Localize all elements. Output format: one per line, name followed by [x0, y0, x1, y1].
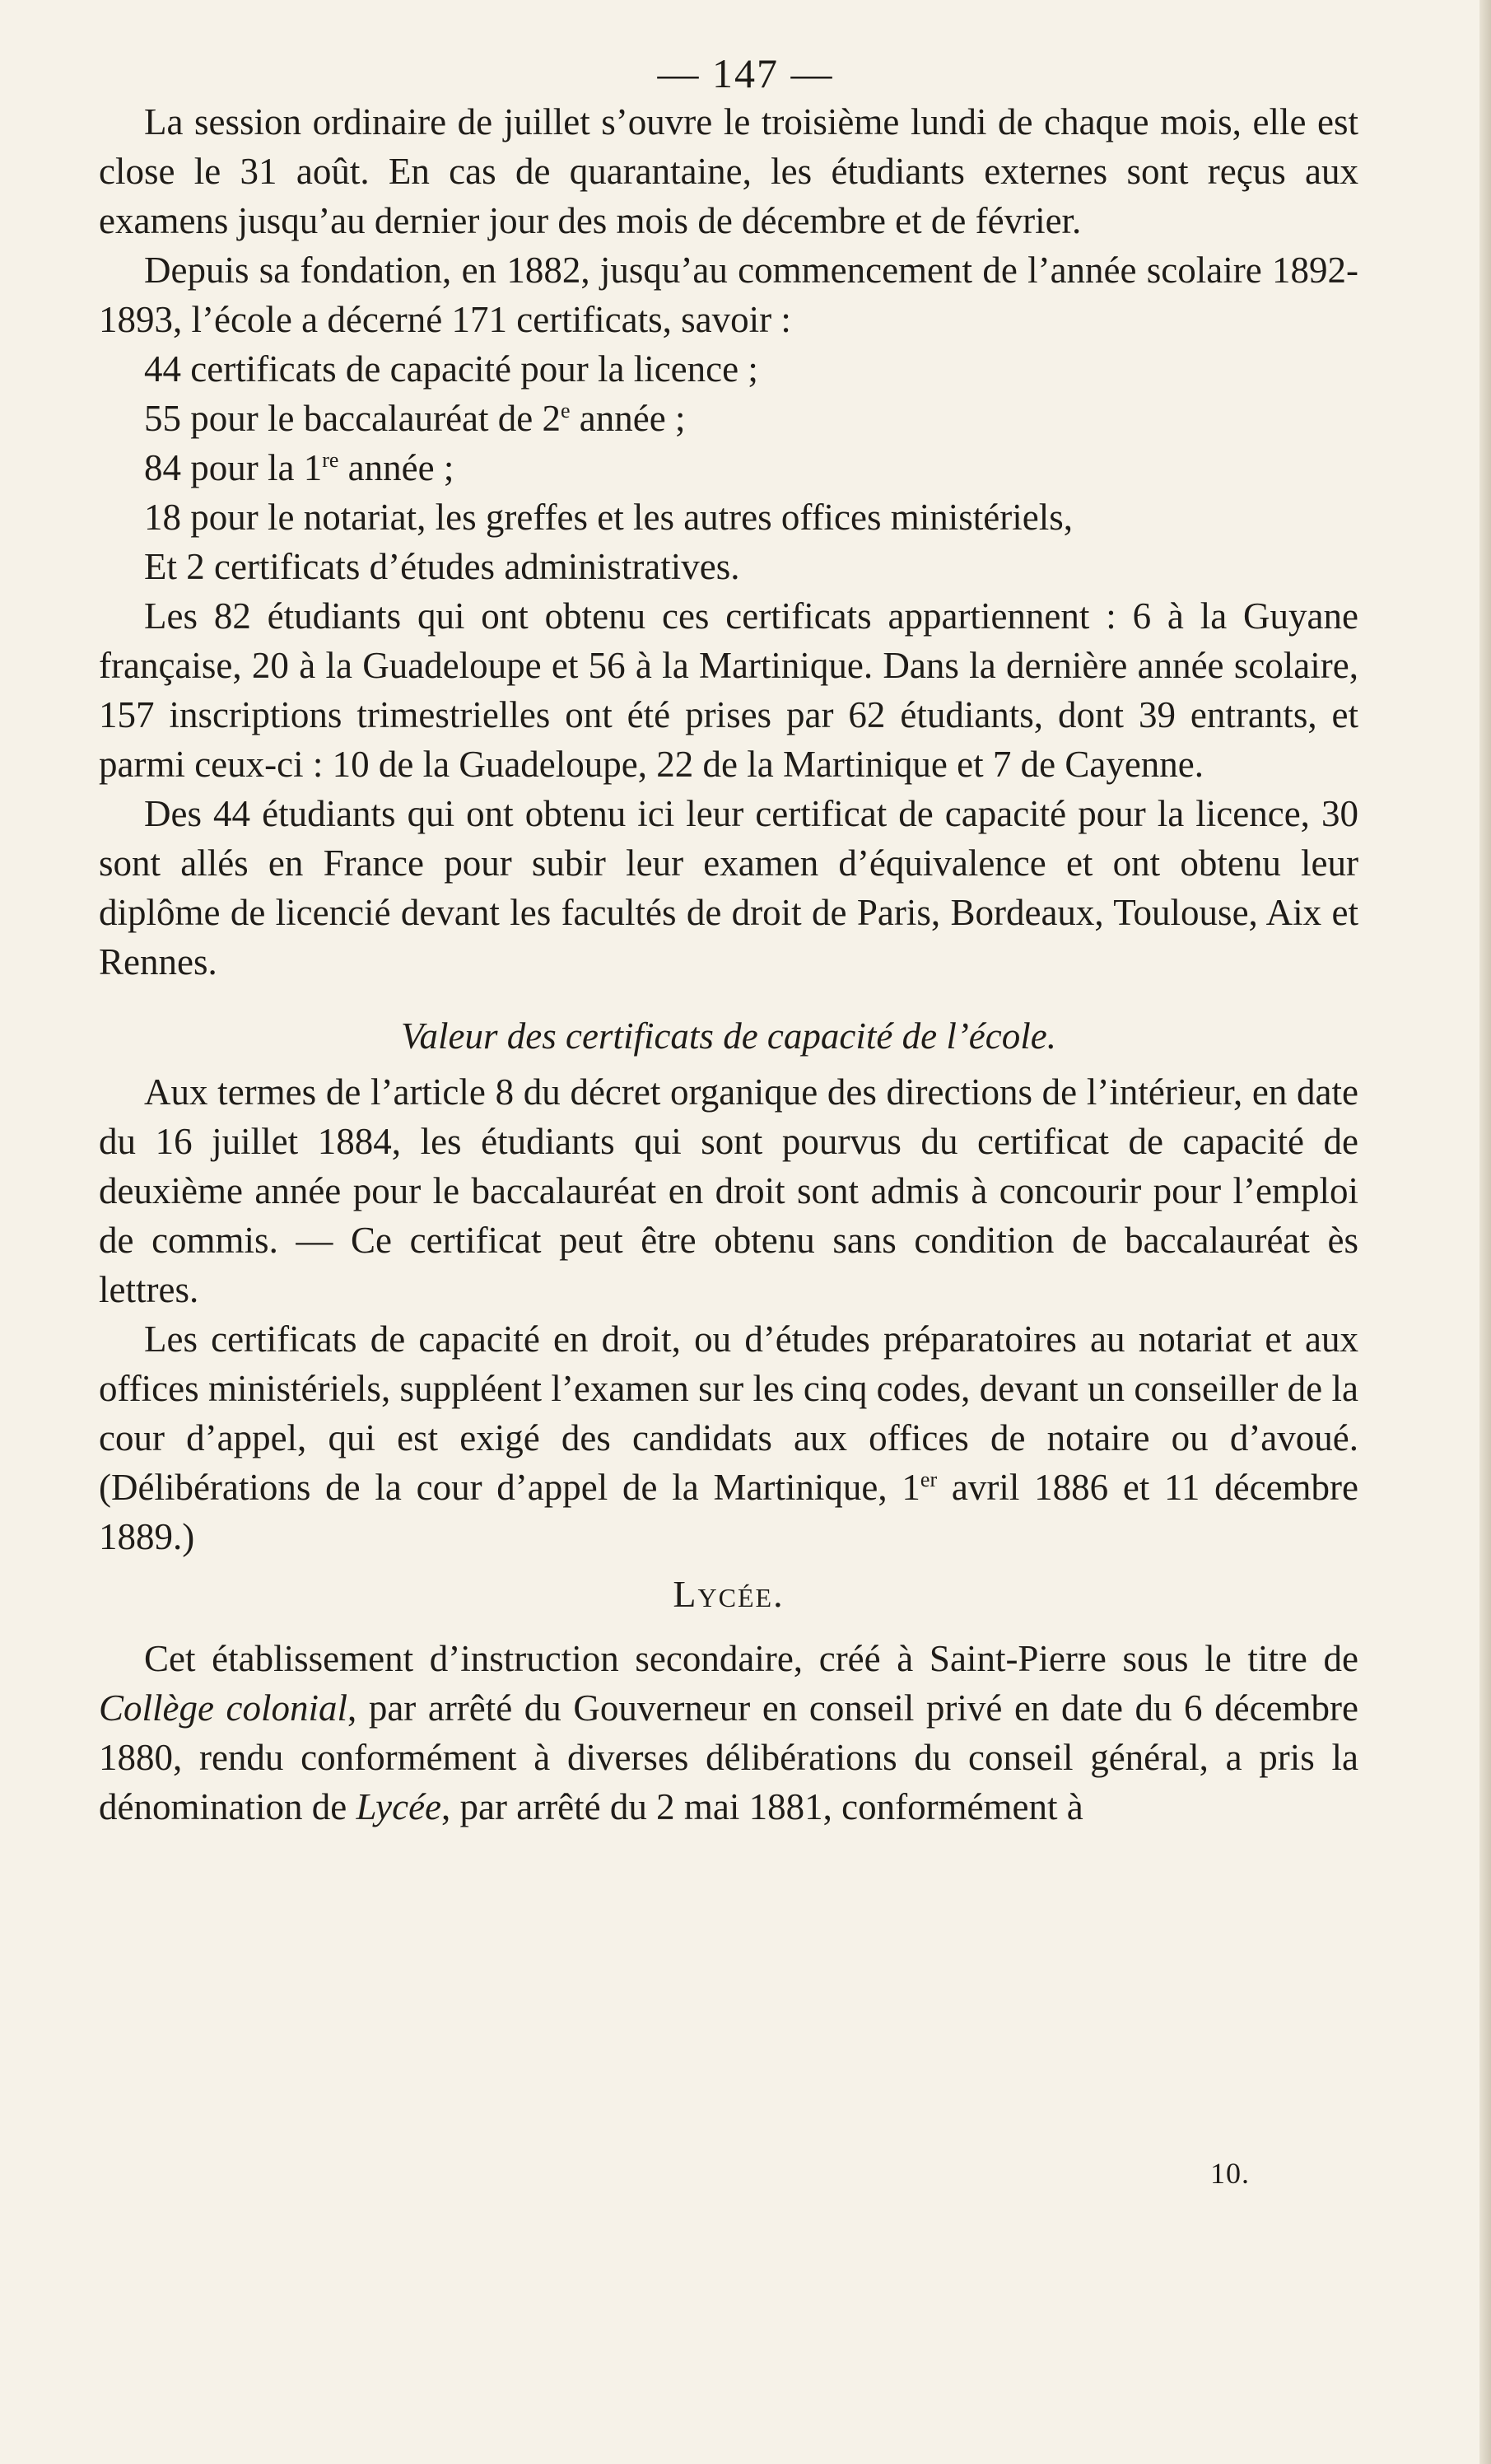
paragraph-etudiants: Les 82 étudiants qui ont obtenu ces certificats appartiennent : 6 à la Guyane française, 20 à la Guadeloupe et 56 à la Martinique. Dans la dernière année scolaire, 157 inscriptions trimestrielles ont été prises par 62 étudiants, dont 39 entrants, et parmi ceux-ci : 10 de la Guadeloupe, 22 de la Martinique et 7 de Cayenne. — [99, 595, 1358, 785]
signature-mark: 10. — [1210, 2157, 1250, 2190]
paragraph-licence: Des 44 étudiants qui ont obtenu ici leur certificat de capacité pour la licence, 30 sont allés en France pour subir leur examen d’équivalence et ont obtenu leur diplôme de licencié devant les facultés de droit de Paris, Bordeaux, Toulouse, Aix et Rennes. — [99, 793, 1358, 982]
paragraph-lycee: Cet établissement d’instruction secondaire, créé à Saint-Pierre sous le titre de Collège colonial, par arrêté du Gouverneur en conseil privé en date du 6 décembre 1880, rendu conformément à diverses délibérations du conseil général, a pris la dénomination de Lycée, par arrêté du 2 mai 1881, conformément à — [99, 1638, 1358, 1827]
list-item: 44 certificats de capacité pour la licence ; — [144, 348, 758, 390]
page-body — [99, 97, 1358, 1832]
section-heading-valeur: Valeur des certificats de capacité de l’école. — [401, 1015, 1056, 1057]
paragraph-certificats: Les certificats de capacité en droit, ou d’études préparatoires au notariat et aux offices ministériels, suppléent l’examen sur les cinq codes, devant un conseiller de la cour d’appel, qui est exigé des candidats aux offices de notaire ou d’avoué. (Délibérations de la cour d’appel de la Martinique, 1er avril 1886 et 11 décembre 1889.) — [99, 1318, 1359, 1557]
section-heading-lycee: Lycée. — [673, 1573, 785, 1615]
page-number: — 147 — — [657, 50, 834, 96]
paragraph-fondation: Depuis sa fondation, en 1882, jusqu’au commencement de l’année scolaire 1892-1893, l’école a décerné 171 certificats, savoir : — [99, 250, 1358, 340]
paragraph-article: Aux termes de l’article 8 du décret organique des directions de l’intérieur, en date du 16 juillet 1884, les étudiants qui sont pourvus du certificat de capacité de deuxième année pour le baccalauréat en droit sont admis à concourir pour l’emploi de commis. — Ce certificat peut être obtenu sans condition de baccalauréat ès lettres. — [99, 1071, 1358, 1310]
list-item: 18 pour le notariat, les greffes et les autres offices ministériels, — [144, 497, 1073, 538]
paragraph-session: La session ordinaire de juillet s’ouvre le troisième lundi de chaque mois, elle est close le 31 août. En cas de quarantaine, les étudiants externes sont reçus aux examens jusqu’au dernier jour des mois de décembre et de février. — [99, 101, 1358, 241]
page-edge — [1479, 0, 1491, 2464]
list-item: 84 pour la 1re année ; — [144, 447, 454, 488]
list-item: 55 pour le baccalauréat de 2e année ; — [144, 398, 686, 439]
list-item: Et 2 certificats d’études administratives. — [144, 546, 740, 587]
